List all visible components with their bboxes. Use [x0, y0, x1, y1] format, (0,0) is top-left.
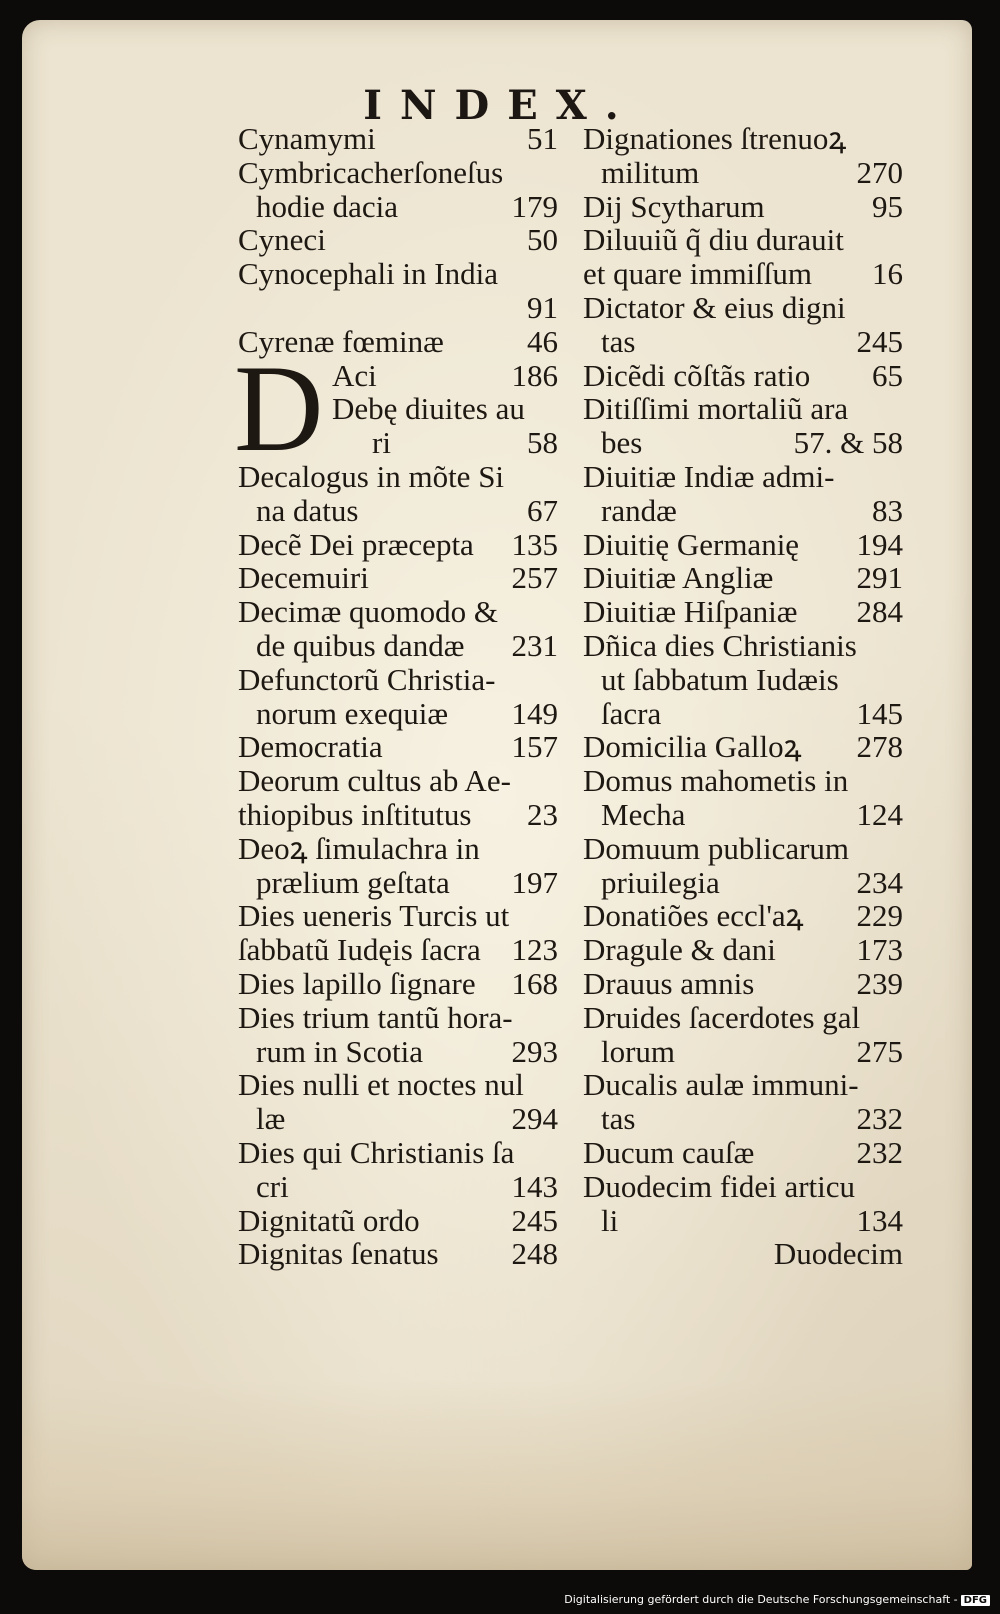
entry-text: Dies nulli et noctes nul	[238, 1067, 524, 1103]
credit-text: Digitalisierung gefördert durch die Deutsche Forschungsgemeinschaft -	[564, 1593, 958, 1606]
index-entry	[238, 899, 558, 933]
entry-page-number: 67	[527, 492, 558, 528]
index-entry	[583, 629, 903, 663]
entry-text: Dignitas ſenatus	[238, 1236, 439, 1272]
entry-page-number: 231	[511, 627, 558, 663]
index-entry	[238, 832, 558, 866]
entry-text: Dñica dies Christianis	[583, 627, 857, 663]
entry-page-number: 50	[527, 222, 558, 258]
entry-page-number: 186	[511, 357, 558, 393]
entry-text: de quibus dandæ	[256, 627, 465, 663]
entry-page-number: 257	[511, 560, 558, 596]
index-column-left	[234, 121, 558, 1272]
entry-page-number: 194	[856, 526, 903, 562]
index-entry	[238, 697, 558, 731]
index-entry	[238, 730, 558, 764]
index-entry	[583, 494, 903, 528]
index-entry	[583, 325, 903, 359]
entry-text: tas	[601, 1101, 636, 1137]
entry-text: Deorum cultus ab Ae-	[238, 763, 511, 799]
entry-page-number: 168	[511, 965, 558, 1001]
catchword-line	[583, 1237, 903, 1271]
index-entry	[583, 122, 903, 156]
entry-text: Diluuiũ q̃ diu durauit	[583, 222, 844, 258]
index-entry	[238, 392, 558, 426]
index-entry	[583, 866, 903, 900]
entry-page-number: 51	[527, 121, 558, 156]
dfg-logo: DFG	[961, 1595, 990, 1606]
entry-text: Cyrenæ fœminæ	[238, 323, 444, 359]
index-entry	[583, 595, 903, 629]
index-entry	[238, 629, 558, 663]
index-entry	[583, 1136, 903, 1170]
entry-page-number: 123	[511, 932, 558, 968]
entry-text: hodie dacia	[256, 188, 399, 224]
index-entry	[238, 1035, 558, 1069]
index-entry	[238, 122, 558, 156]
index-entry	[583, 1001, 903, 1035]
entry-page-number: 239	[856, 965, 903, 1001]
index-entry	[238, 764, 558, 798]
index-entry	[238, 595, 558, 629]
entry-text: thiopibus inſtitutus	[238, 796, 472, 832]
entry-page-number: 293	[511, 1033, 558, 1069]
index-entry	[583, 832, 903, 866]
entry-text: ut ſabbatum Iudæis	[601, 661, 839, 697]
entry-text: Dies lapillo ſignare	[238, 965, 476, 1001]
index-entry	[583, 257, 903, 291]
entry-page-number: 149	[511, 695, 558, 731]
index-entry	[583, 190, 903, 224]
entry-text: Democratia	[238, 729, 383, 765]
entry-text: Debę diuites au	[332, 391, 525, 427]
index-entry	[583, 1035, 903, 1069]
entry-page-number: 58	[527, 425, 558, 461]
index-entry	[238, 866, 558, 900]
index-entry	[583, 663, 903, 697]
entry-text: li	[601, 1202, 619, 1238]
entry-page-number: 23	[527, 796, 558, 832]
index-entry	[583, 798, 903, 832]
entry-text: Ducalis aulæ immuni-	[583, 1067, 859, 1103]
index-entry	[238, 663, 558, 697]
entry-text: Donatiões eccl'aꝝ	[583, 898, 804, 934]
entry-text: Dies qui Christianis ſa	[238, 1134, 515, 1170]
index-entry	[583, 426, 903, 460]
entry-text: Domicilia Galloꝝ	[583, 729, 802, 765]
index-entry	[583, 730, 903, 764]
entry-page-number: 65	[872, 357, 903, 393]
water-stain	[22, 1380, 972, 1570]
entry-text: Domus mahometis in	[583, 763, 849, 799]
entry-page-number: 124	[856, 796, 903, 832]
entry-text: ri	[372, 425, 391, 461]
index-entry	[583, 1170, 903, 1204]
entry-text: ſabbatũ Iudęis ſacra	[238, 932, 481, 968]
entry-text: Duodecim fidei articu	[583, 1168, 856, 1204]
entry-text: Dies trium tantũ hora-	[238, 999, 513, 1035]
digitization-credit	[0, 1593, 990, 1606]
entry-text: Dignitatũ ordo	[238, 1202, 420, 1238]
entry-text: Diuitiæ Hiſpaniæ	[583, 594, 798, 630]
index-entry	[238, 156, 558, 190]
index-entry	[583, 1068, 903, 1102]
entry-text: randæ	[601, 492, 677, 528]
entry-text: Dignationes ſtrenuoꝝ	[583, 121, 847, 156]
entry-page-number: 83	[872, 492, 903, 528]
index-entry	[583, 697, 903, 731]
index-entry	[238, 426, 558, 460]
entry-page-number: 294	[511, 1101, 558, 1137]
index-entry	[583, 1102, 903, 1136]
entry-text: Diuitię Germanię	[583, 526, 800, 562]
entry-page-number: 145	[856, 695, 903, 731]
entry-text: bes	[601, 425, 643, 461]
entry-page-number: 232	[856, 1101, 903, 1137]
index-entry	[583, 359, 903, 393]
entry-page-number: 179	[511, 188, 558, 224]
index-entry	[583, 223, 903, 257]
index-entry	[583, 460, 903, 494]
entry-page-number: 234	[856, 864, 903, 900]
entry-text: lorum	[601, 1033, 676, 1069]
index-entry	[238, 223, 558, 257]
entry-text: cri	[256, 1168, 289, 1204]
entry-page-number: 197	[511, 864, 558, 900]
entry-text: Cynamymi	[238, 121, 376, 156]
entry-text: Mecha	[601, 796, 686, 832]
index-entry	[238, 190, 558, 224]
index-entry	[238, 494, 558, 528]
index-entry	[583, 561, 903, 595]
entry-text: Cymbricacherſoneſus	[238, 154, 504, 190]
index-entry	[583, 156, 903, 190]
entry-text: Cyneci	[238, 222, 326, 258]
entry-text: Decemuiri	[238, 560, 369, 596]
entry-page-number: 284	[856, 594, 903, 630]
entry-text: Dictator & eius digni	[583, 289, 846, 325]
entry-text: Ducum cauſæ	[583, 1134, 755, 1170]
index-entry	[583, 392, 903, 426]
index-entry	[583, 967, 903, 1001]
entry-text: Decimæ quomodo &	[238, 594, 499, 630]
entry-text: priuilegia	[601, 864, 720, 900]
index-entry	[238, 1204, 558, 1238]
entry-page-number: 248	[511, 1236, 558, 1272]
entry-text: rum in Scotia	[256, 1033, 424, 1069]
entry-text: Dragule & dani	[583, 932, 776, 968]
entry-text: Domuum publicarum	[583, 830, 850, 866]
entry-page-number: 245	[511, 1202, 558, 1238]
entry-text: militum	[601, 154, 700, 190]
entry-text: Aci	[332, 357, 377, 393]
entry-text: Druides ſacerdotes gal	[583, 999, 861, 1035]
entry-text: Decẽ Dei præcepta	[238, 526, 474, 562]
entry-page-number: 134	[856, 1202, 903, 1238]
entry-page-number: 46	[527, 323, 558, 359]
index-entry	[238, 1068, 558, 1102]
index-entry	[238, 1001, 558, 1035]
entry-page-number: 135	[511, 526, 558, 562]
index-entry	[583, 899, 903, 933]
entry-text: tas	[601, 323, 636, 359]
entry-text: Dies ueneris Turcis ut	[238, 898, 510, 934]
index-entry	[238, 528, 558, 562]
index-column-right	[583, 122, 903, 1271]
entry-page-number: 157	[511, 729, 558, 765]
entry-text: norum exequiæ	[256, 695, 448, 731]
index-entry	[238, 291, 558, 325]
entry-page-number: 57. & 58	[793, 425, 903, 461]
catchword: Duodecim	[773, 1236, 903, 1272]
entry-page-number: 16	[872, 256, 903, 292]
index-entry	[238, 359, 558, 393]
index-entry	[238, 257, 558, 291]
drop-initial-letter: D	[234, 339, 324, 477]
index-entry	[238, 1237, 558, 1271]
entry-text: Dicẽdi cõſtãs ratio	[583, 357, 811, 393]
entry-page-number: 245	[856, 323, 903, 359]
index-entry	[583, 764, 903, 798]
index-entry	[583, 528, 903, 562]
entry-text: Diuitiæ Angliæ	[583, 560, 774, 596]
entry-text: na datus	[256, 492, 359, 528]
entry-page-number: 173	[856, 932, 903, 968]
index-entry	[238, 561, 558, 595]
entry-page-number: 143	[511, 1168, 558, 1204]
entry-page-number: 278	[856, 729, 903, 765]
entry-text: Drauus amnis	[583, 965, 755, 1001]
entry-text: et quare immiſſum	[583, 256, 813, 292]
entry-page-number: 275	[856, 1033, 903, 1069]
index-entry	[583, 933, 903, 967]
entry-text: Dij Scytharum	[583, 188, 765, 224]
index-entry	[238, 1170, 558, 1204]
index-entry	[238, 460, 558, 494]
entry-text: Ditiſſimi mortaliũ ara	[583, 391, 849, 427]
index-entry	[238, 798, 558, 832]
entry-page-number: 232	[856, 1134, 903, 1170]
entry-page-number: 91	[527, 289, 558, 325]
entry-page-number: 270	[856, 154, 903, 190]
page-header: INDEX.	[363, 82, 637, 129]
entry-text: ſacra	[601, 695, 662, 731]
index-entry	[238, 967, 558, 1001]
entry-text: Decalogus in mõte Si	[238, 458, 505, 494]
entry-page-number: 229	[856, 898, 903, 934]
entry-text: Diuitiæ Indiæ admi-	[583, 458, 835, 494]
entry-page-number: 291	[856, 560, 903, 596]
index-entry	[583, 291, 903, 325]
entry-text: prælium geſtata	[256, 864, 450, 900]
entry-text: Defunctorũ Christia-	[238, 661, 496, 697]
index-entry	[583, 1204, 903, 1238]
entry-page-number: 95	[872, 188, 903, 224]
entry-text: Deoꝝ ſimulachra in	[238, 830, 480, 866]
index-entry	[238, 933, 558, 967]
index-entry	[238, 1102, 558, 1136]
entry-text: Cynocephali in India	[238, 256, 498, 292]
index-entry	[238, 1136, 558, 1170]
entry-text: læ	[256, 1101, 286, 1137]
